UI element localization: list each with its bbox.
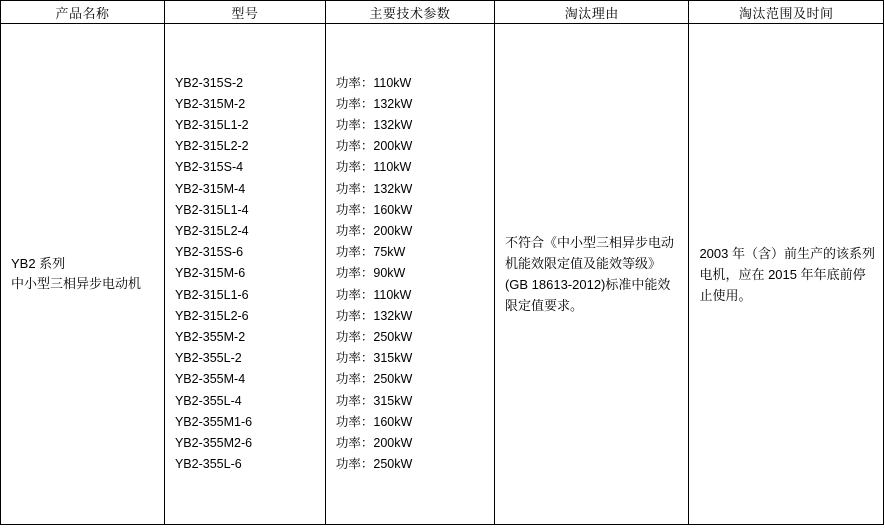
model-item: YB2-355M2-6 [174, 436, 253, 451]
model-item: YB2-315M-2 [174, 96, 246, 111]
parameter-item: 功率：110kW [335, 160, 412, 175]
parameter-item: 功率：75kW [335, 245, 406, 260]
parameter-item: 功率：132kW [335, 117, 413, 132]
scope-text: 2003 年（含）前生产的该系列电机，应在 2015 年年底前停止使用。 [699, 245, 875, 303]
parameter-item: 功率：315kW [335, 351, 413, 366]
parameter-item: 功率：250kW [335, 457, 413, 472]
model-item: YB2-315L1-6 [174, 287, 249, 302]
column-header-model: 型号 [164, 1, 325, 24]
cell-product-name [1, 24, 165, 525]
column-header-reason: 淘汰理由 [494, 1, 689, 24]
model-item: YB2-315L2-4 [174, 223, 249, 238]
model-item: YB2-315S-4 [174, 160, 244, 175]
column-header-scope: 淘汰范围及时间 [689, 1, 884, 24]
cell-scope [689, 24, 884, 525]
model-item: YB2-315S-2 [174, 75, 244, 90]
product-name-line-1: YB2 系列 [11, 256, 66, 271]
model-item: YB2-355M-4 [174, 372, 246, 387]
model-item: YB2-355M-2 [174, 330, 246, 344]
column-header-product-name: 产品名称 [1, 1, 165, 24]
reason-text: 不符合《中小型三相异步电动机能效限定值及能效等级》(GB 18613-2012)标准中能效限定值要求。 [504, 235, 674, 313]
parameter-item: 功率：315kW [335, 393, 413, 408]
parameter-item: 功率：250kW [335, 372, 413, 387]
parameter-item: 功率：200kW [335, 436, 413, 451]
parameter-item: 功率：200kW [335, 223, 413, 238]
parameter-item: 功率：110kW [335, 287, 412, 302]
model-list [165, 73, 325, 476]
cell-model-list [164, 24, 325, 525]
table-header-row [1, 1, 884, 24]
model-item: YB2-315M-6 [174, 266, 246, 281]
model-item: YB2-315S-6 [174, 245, 244, 260]
parameter-list [326, 73, 494, 476]
product-name-line-2: 中小型三相异步电动机 [11, 276, 142, 291]
model-item: YB2-355L-6 [174, 457, 242, 472]
model-item: YB2-315L2-6 [174, 308, 249, 323]
model-item: YB2-315L1-4 [174, 202, 249, 217]
model-item: YB2-315M-4 [174, 181, 246, 196]
parameter-item: 功率：200kW [335, 139, 413, 154]
parameter-item: 功率：90kW [335, 266, 406, 281]
table-row [1, 24, 884, 525]
model-item: YB2-355M1-6 [174, 414, 253, 429]
cell-parameter-list [325, 24, 494, 525]
parameter-item: 功率：132kW [335, 96, 413, 111]
model-item: YB2-315L1-2 [174, 117, 249, 132]
model-item: YB2-315L2-2 [174, 139, 249, 154]
parameter-item: 功率：110kW [335, 75, 412, 90]
parameter-item: 功率：132kW [335, 308, 413, 323]
parameter-item: 功率：132kW [335, 181, 413, 196]
parameter-item: 功率：160kW [335, 414, 413, 429]
parameter-item: 功率：250kW [335, 330, 413, 344]
model-item: YB2-355L-2 [174, 351, 242, 366]
table-body [1, 24, 884, 525]
parameter-item: 功率：160kW [335, 202, 413, 217]
cell-reason [494, 24, 689, 525]
column-header-parameters: 主要技术参数 [325, 1, 494, 24]
model-item: YB2-355L-4 [174, 393, 242, 408]
table-header [1, 1, 884, 24]
